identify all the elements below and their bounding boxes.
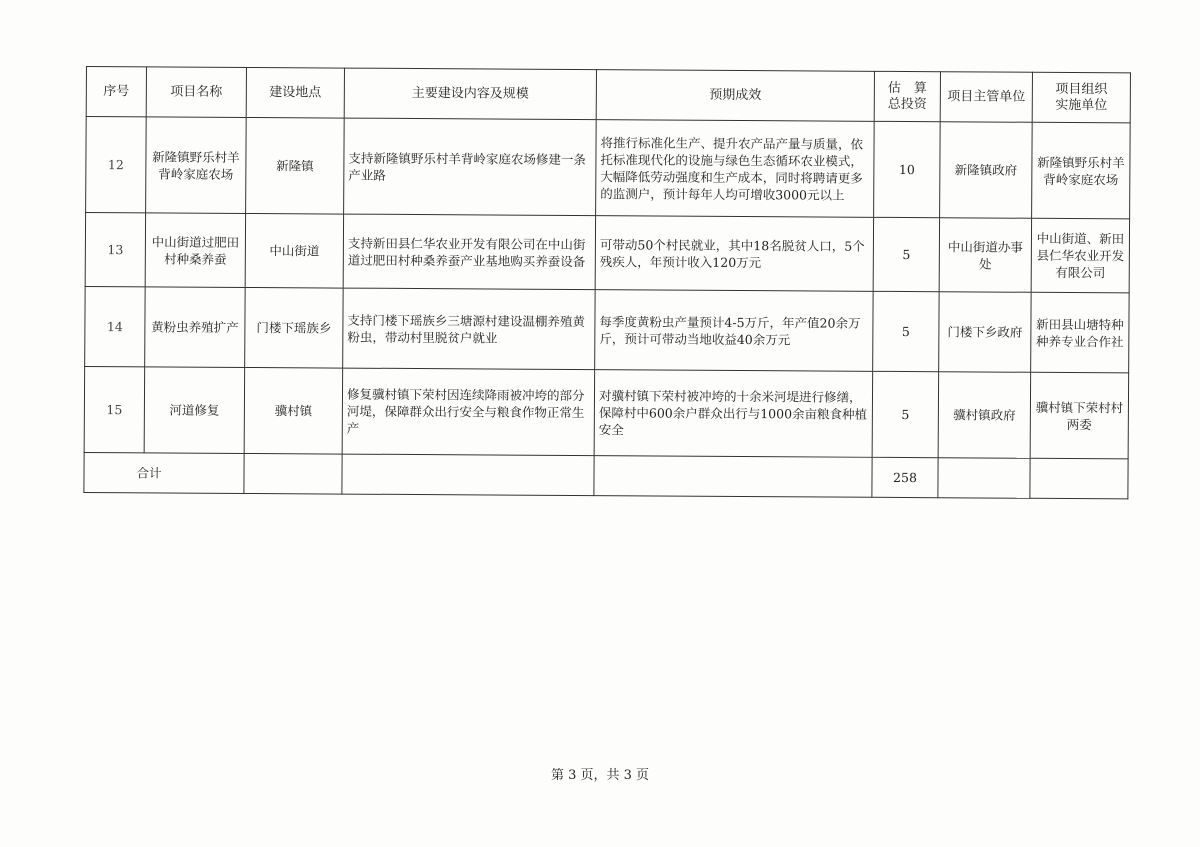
table-row (86, 117, 1131, 219)
row-org: 新隆镇野乐村羊背岭家庭农场 (1032, 122, 1131, 219)
row-dept: 骥村镇政府 (938, 372, 1031, 459)
row-location: 门楼下瑶族乡 (245, 287, 343, 368)
table-header-row (86, 67, 1130, 123)
row-location: 中山街道 (245, 213, 343, 288)
row-results: 将推行标准化生产、提升农产品产量与质量，依托标准现代化的设施与绿色生态循环农业模式，大幅降低劳动强度和生产成本，同时将聘请更多的监测户，预计每年人均可增收3000元以上 (596, 120, 875, 218)
page-number: 第 3 页，共 3 页 (550, 768, 650, 783)
header-seq: 序号 (86, 67, 146, 117)
row-seq: 13 (85, 213, 145, 287)
header-investment (874, 71, 940, 121)
table-row (85, 286, 1129, 372)
header-investment-line2: 总投资 (887, 96, 927, 112)
row-content: 修复骥村镇下荣村因连续降雨被冲垮的部分河堤，保障群众出行安全与粮食作物正常生产 (342, 368, 595, 456)
total-empty-cell (938, 458, 1030, 499)
header-content: 主要建设内容及规模 (344, 68, 596, 120)
row-results: 对骥村镇下荣村被冲垮的十余米河堤进行修缮，保障村中600余户群众出行与1000余亩粮食种植安全 (594, 370, 873, 458)
row-content: 支持门楼下瑶族乡三塘源村建设温棚养殖黄粉虫，带动村里脱贫户就业 (343, 288, 595, 370)
row-content: 支持新田县仁华农业开发有限公司在中山街道过肥田村种桑养蚕产业基地购买养蚕设备 (343, 214, 595, 290)
header-location: 建设地点 (246, 67, 344, 118)
row-org: 新田县山塘特种种养专业合作社 (1031, 292, 1129, 373)
row-name: 中山街道过肥田村种桑养蚕 (145, 213, 245, 288)
row-dept: 门楼下乡政府 (939, 292, 1031, 373)
row-dept: 中山街道办事处 (939, 218, 1031, 293)
total-empty-cell (1030, 458, 1128, 499)
header-org-line1: 项目组织 (1055, 81, 1108, 97)
row-dept: 新隆镇政府 (940, 122, 1033, 219)
row-results: 每季度黄粉虫产量预计4-5万斤，年产值20余万斤，预计可带动当地收益40余万元 (595, 290, 873, 372)
total-empty-cell (244, 453, 342, 494)
row-investment: 10 (874, 121, 941, 217)
row-investment: 5 (873, 217, 939, 291)
row-investment: 5 (873, 291, 939, 371)
header-investment-line1: 估 算 (887, 80, 927, 96)
header-org (1032, 72, 1130, 123)
row-name: 新隆镇野乐村羊背岭家庭农场 (146, 117, 247, 214)
header-org-line2: 实施单位 (1055, 97, 1108, 113)
row-org: 中山街道、新田县仁华农业开发有限公司 (1031, 218, 1129, 293)
total-empty-cell (342, 454, 594, 496)
row-name: 河道修复 (144, 367, 245, 454)
row-org: 骥村镇下荣村村两委 (1030, 372, 1129, 459)
row-seq: 14 (85, 286, 145, 366)
row-seq: 12 (86, 117, 147, 213)
table-row (84, 366, 1129, 458)
header-results: 预期成效 (596, 70, 874, 122)
header-dept: 项目主管单位 (940, 72, 1032, 123)
total-row (84, 452, 1128, 498)
row-location: 骥村镇 (244, 367, 343, 454)
total-label: 合计 (84, 452, 244, 493)
project-table (83, 66, 1131, 499)
row-name: 黄粉虫养殖扩产 (145, 287, 245, 368)
total-empty-cell (594, 456, 872, 498)
table-row (85, 213, 1129, 293)
row-content: 支持新隆镇野乐村羊背岭家庭农场修建一条产业路 (344, 118, 597, 216)
header-name: 项目名称 (146, 67, 246, 118)
row-seq: 15 (84, 366, 145, 452)
row-investment: 5 (872, 371, 939, 457)
row-results: 可带动50个村民就业，其中18名脱贫人口，5个残疾人，年预计收入120万元 (595, 216, 873, 292)
row-location: 新隆镇 (246, 117, 345, 214)
total-investment: 258 (872, 457, 938, 497)
